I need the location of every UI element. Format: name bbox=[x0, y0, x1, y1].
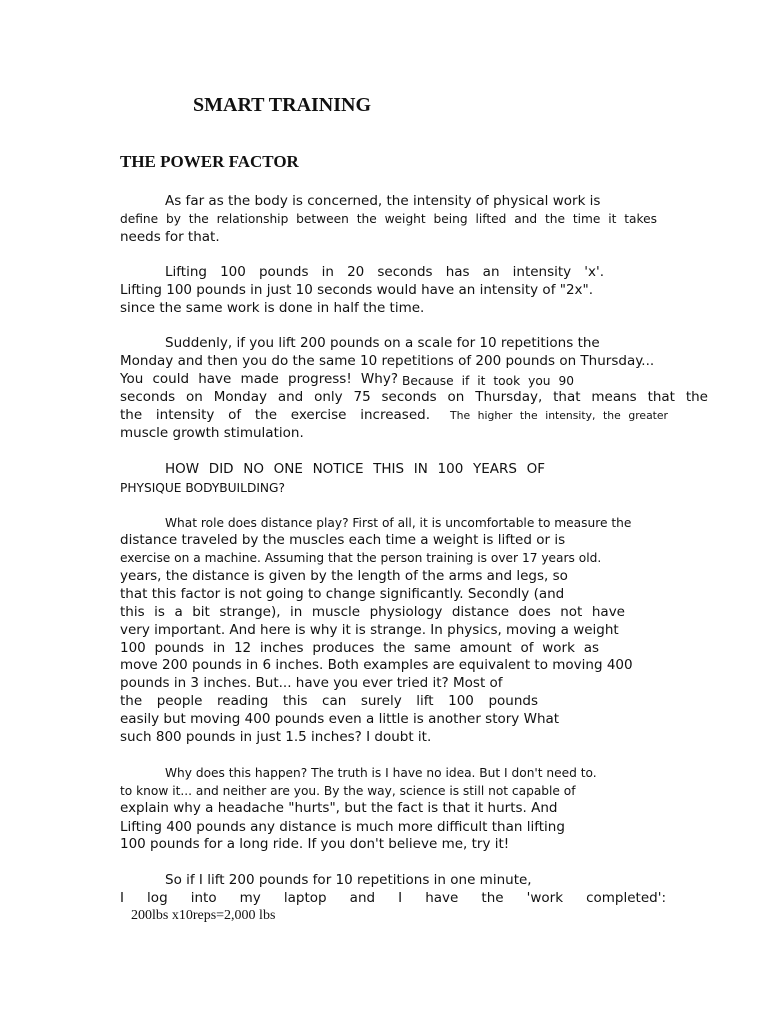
text-line: this is a bit strange), in muscle physiology distance does not have bbox=[120, 604, 625, 620]
text-line: Suddenly, if you lift 200 pounds on a scale for 10 repetitions the bbox=[165, 335, 600, 351]
text-line: that this factor is not going to change significantly. Secondly (and bbox=[120, 586, 565, 602]
text-line: What role does distance play? First of all, it is uncomfortable to measure the bbox=[165, 516, 632, 530]
text-line: The higher the intensity, the greater bbox=[450, 409, 668, 422]
text-line: distance traveled by the muscles each time a weight is lifted or is bbox=[120, 532, 566, 548]
section-heading: THE POWER FACTOR bbox=[120, 152, 299, 171]
text-line: years, the distance is given by the length of the arms and legs, so bbox=[120, 568, 568, 584]
text-line: As far as the body is concerned, the intensity of physical work is bbox=[165, 193, 601, 209]
text-line: since the same work is done in half the time. bbox=[120, 300, 425, 316]
document-title: SMART TRAINING bbox=[193, 94, 372, 116]
text-line: needs for that. bbox=[120, 229, 220, 245]
text-line: You could have made progress! Why? bbox=[120, 371, 398, 387]
text-line: Lifting 400 pounds any distance is much more difficult than lifting bbox=[120, 819, 565, 835]
text-line: muscle growth stimulation. bbox=[120, 425, 304, 441]
text-line: Why does this happen? The truth is I have no idea. But I don't need to. bbox=[165, 766, 597, 780]
text-line: 100 pounds for a long ride. If you don't believe me, try it! bbox=[120, 836, 510, 852]
text-line: PHYSIQUE BODYBUILDING? bbox=[120, 481, 285, 495]
text-line: very important. And here is why it is strange. In physics, moving a weight bbox=[120, 622, 619, 638]
text-line: Lifting 100 pounds in 20 seconds has an intensity 'x'. bbox=[165, 264, 604, 280]
text-line: easily but moving 400 pounds even a little is another story What bbox=[120, 711, 560, 727]
text-line: HOW DID NO ONE NOTICE THIS IN 100 YEARS OF bbox=[165, 461, 545, 477]
text-line: such 800 pounds in just 1.5 inches? I doubt it. bbox=[120, 729, 432, 745]
text-line: the intensity of the exercise increased. bbox=[120, 407, 430, 423]
text-line: define by the relationship between the weight being lifted and the time it takes bbox=[120, 212, 657, 226]
text-line: Monday and then you do the same 10 repetitions of 200 pounds on Thursday... bbox=[120, 353, 655, 369]
text-line: pounds in 3 inches. But... have you ever tried it? Most of bbox=[120, 675, 503, 691]
text-line: Lifting 100 pounds in just 10 seconds would have an intensity of "2x". bbox=[120, 282, 594, 298]
text-line: Because if it took you 90 bbox=[402, 374, 574, 388]
text-line: 100 pounds in 12 inches produces the same amount of work as bbox=[120, 640, 599, 656]
text-line: I log into my laptop and I have the 'work completed': bbox=[120, 890, 666, 906]
text-line: the people reading this can surely lift 100 pounds bbox=[120, 693, 538, 709]
text-line: exercise on a machine. Assuming that the person training is over 17 years old. bbox=[120, 551, 602, 565]
text-line: seconds on Monday and only 75 seconds on Thursday, that means that the bbox=[120, 389, 708, 405]
text-line: So if I lift 200 pounds for 10 repetitions in one minute, bbox=[165, 872, 532, 888]
text-line: to know it... and neither are you. By the way, science is still not capable of bbox=[120, 784, 576, 798]
text-line: move 200 pounds in 6 inches. Both examples are equivalent to moving 400 bbox=[120, 657, 633, 673]
formula-line: 200lbs x10reps=2,000 lbs bbox=[131, 908, 276, 923]
text-line: explain why a headache "hurts", but the fact is that it hurts. And bbox=[120, 800, 558, 816]
